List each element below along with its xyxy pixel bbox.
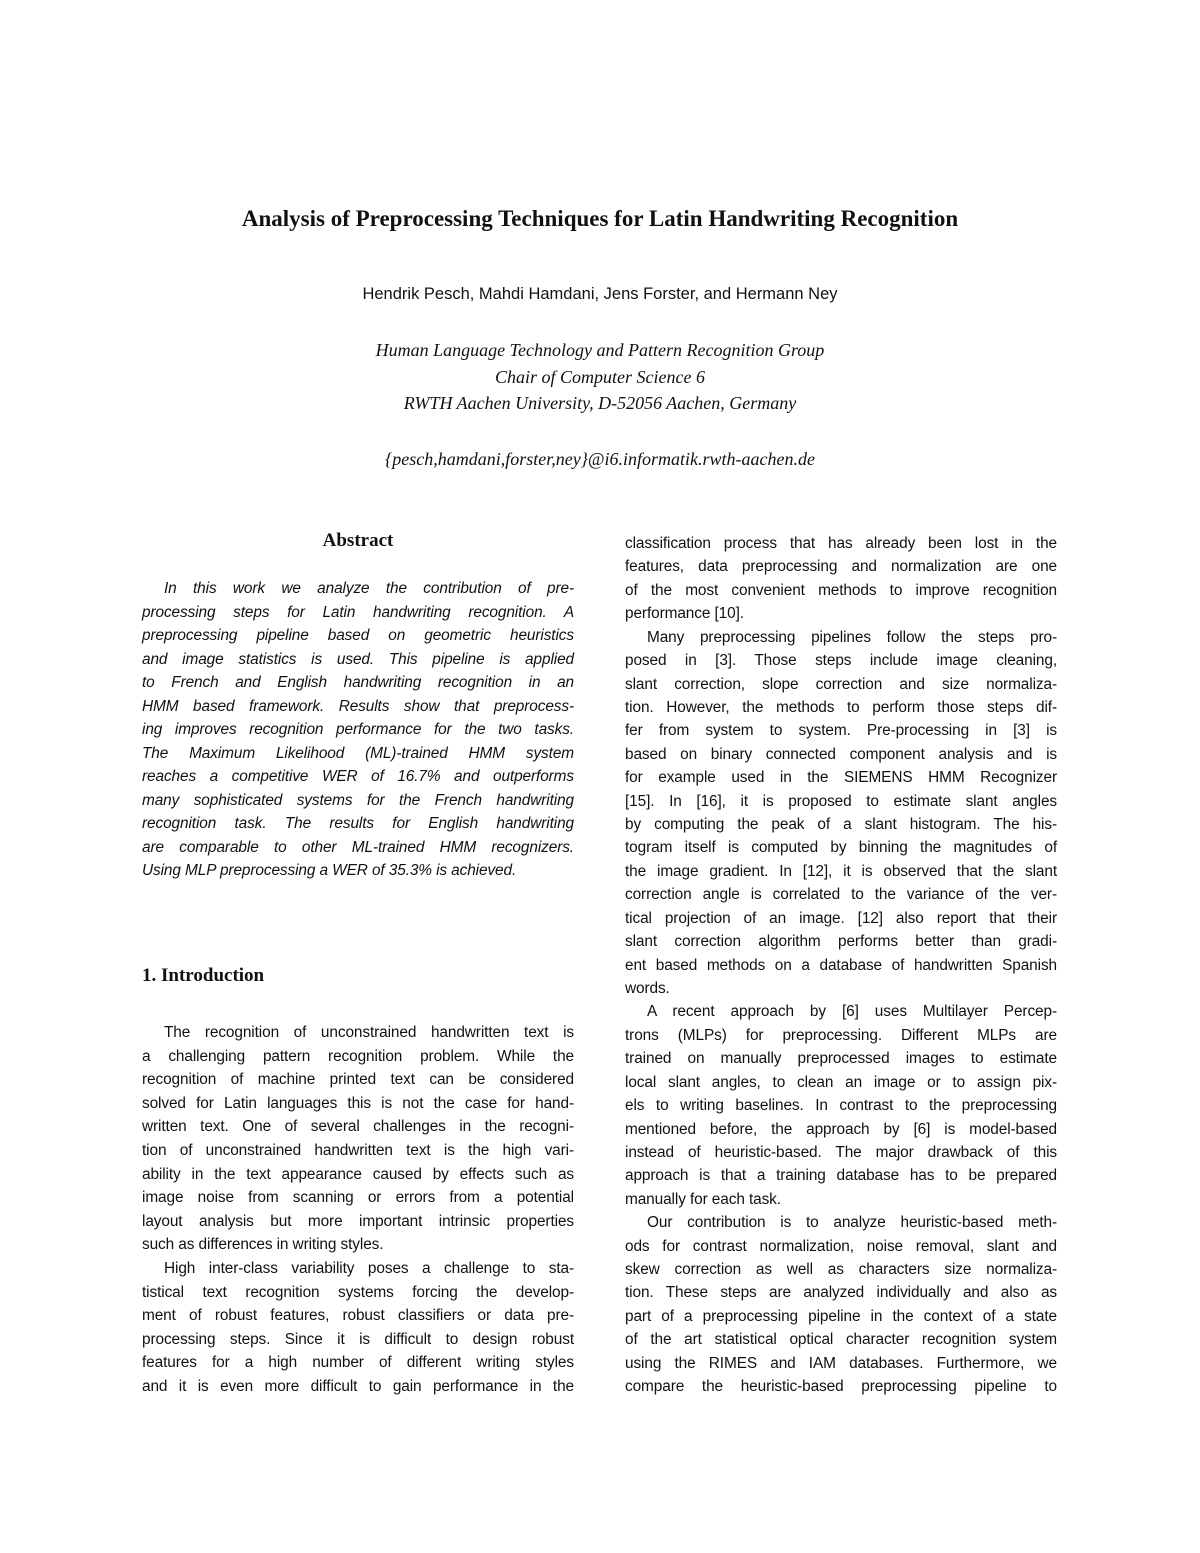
text-line: part of a preprocessing pipeline in the context of a state xyxy=(625,1307,1057,1325)
text-line: compare the heuristic-based preprocessing pipeline to xyxy=(625,1378,1057,1396)
author-list: Hendrik Pesch, Mahdi Hamdani, Jens Forster, and Hermann Ney xyxy=(362,285,838,303)
text-line: tion. However, the methods to perform those steps dif- xyxy=(625,698,1057,716)
author-emails: {pesch,hamdani,forster,ney}@i6.informatik.rwth-aachen.de xyxy=(385,449,815,469)
text-line: correction angle is correlated to the variance of the ver- xyxy=(625,886,1057,904)
text-line: many sophisticated systems for the French handwriting xyxy=(142,791,574,809)
text-line: local slant angles, to clean an image or to assign pix- xyxy=(625,1073,1057,1091)
text-line: High inter-class variability poses a challenge to sta- xyxy=(164,1260,574,1277)
text-line: The recognition of unconstrained handwritten text is xyxy=(164,1024,574,1041)
text-line: [15]. In [16], it is proposed to estimate slant angles xyxy=(625,792,1057,810)
text-line: recognition of machine printed text can be considered xyxy=(142,1071,574,1089)
abstract-heading: Abstract xyxy=(322,530,394,551)
text-line: els to writing baselines. In contrast to the preprocessing xyxy=(625,1097,1057,1115)
affiliation-chair: Chair of Computer Science 6 xyxy=(495,367,705,387)
text-line: togram itself is computed by binning the magnitudes of xyxy=(625,839,1057,857)
text-line: The Maximum Likelihood (ML)-trained HMM system xyxy=(142,744,574,762)
text-line: solved for Latin languages this is not the case for hand- xyxy=(142,1094,574,1112)
text-line: a challenging pattern recognition problem. While the xyxy=(142,1047,574,1065)
text-line: for example used in the SIEMENS HMM Recognizer xyxy=(625,769,1057,787)
text-line: HMM based framework. Results show that preprocess- xyxy=(142,697,574,715)
text-line: manually for each task. xyxy=(625,1190,781,1208)
text-line: ment of robust features, robust classifiers or data pre- xyxy=(142,1307,574,1325)
text-line: performance [10]. xyxy=(625,605,744,623)
text-line: tistical text recognition systems forcing the develop- xyxy=(142,1283,574,1301)
text-line: are comparable to other ML-trained HMM recognizers. xyxy=(142,838,574,856)
text-line: In this work we analyze the contribution of pre- xyxy=(164,580,574,597)
text-line: trons (MLPs) for preprocessing. Different MLPs are xyxy=(625,1026,1057,1044)
text-line: layout analysis but more important intrinsic properties xyxy=(142,1212,574,1230)
text-line: processing steps for Latin handwriting recognition. A xyxy=(142,603,574,621)
text-line: posed in [3]. Those steps include image cleaning, xyxy=(625,652,1057,670)
text-line: of the most convenient methods to improve recognition xyxy=(625,581,1057,599)
text-line: tion. These steps are analyzed individually and also as xyxy=(625,1284,1057,1302)
text-line: Our contribution is to analyze heuristic-based meth- xyxy=(647,1214,1057,1232)
text-line: Using MLP preprocessing a WER of 35.3% is achieved. xyxy=(142,862,517,879)
text-line: and image statistics is used. This pipeline is applied xyxy=(142,650,574,668)
text-line: the image gradient. In [12], it is observed that the slant xyxy=(625,862,1057,880)
text-line: ability in the text appearance caused by effects such as xyxy=(142,1165,574,1183)
text-line: Many preprocessing pipelines follow the steps pro- xyxy=(647,628,1057,646)
introduction-heading: 1. Introduction xyxy=(142,965,265,986)
text-line: processing steps. Since it is difficult to design robust xyxy=(142,1330,574,1348)
text-line: trained on manually preprocessed images to estimate xyxy=(625,1050,1057,1068)
text-line: written text. One of several challenges in the recogni- xyxy=(142,1118,574,1136)
text-line: fer from system to system. Pre-processing in [3] is xyxy=(625,722,1057,740)
text-line: slant correction, slope correction and size normaliza- xyxy=(625,675,1057,693)
paper-title: Analysis of Preprocessing Techniques for Latin Handwriting Recognition xyxy=(241,206,959,231)
text-line: using the RIMES and IAM databases. Furthermore, we xyxy=(625,1354,1057,1372)
text-line: image noise from scanning or errors from a potential xyxy=(142,1189,574,1207)
affiliation-group: Human Language Technology and Pattern Recognition Group xyxy=(375,340,825,360)
text-line: reaches a competitive WER of 16.7% and outperforms xyxy=(142,768,574,785)
text-line: instead of heuristic-based. The major drawback of this xyxy=(625,1143,1057,1161)
text-line: tion of unconstrained handwritten text is the high vari- xyxy=(142,1142,574,1159)
text-line: ing improves recognition performance for the two tasks. xyxy=(142,721,574,738)
affiliation-university: RWTH Aachen University, D-52056 Aachen, Germany xyxy=(403,393,797,413)
text-line: mentioned before, the approach by [6] is model-based xyxy=(625,1120,1057,1138)
text-line: of the art statistical optical character recognition system xyxy=(625,1331,1057,1349)
text-line: features, data preprocessing and normalization are one xyxy=(625,558,1057,576)
text-line: by computing the peak of a slant histogram. The his- xyxy=(625,816,1057,834)
text-line: ods for contrast normalization, noise removal, slant and xyxy=(625,1237,1057,1255)
text-line: recognition task. The results for English handwriting xyxy=(142,815,574,832)
text-line: classification process that has already been lost in the xyxy=(625,535,1057,552)
text-line: ent based methods on a database of handwritten Spanish xyxy=(625,956,1057,974)
text-line: A recent approach by [6] uses Multilayer Percep- xyxy=(647,1003,1057,1021)
text-line: words. xyxy=(625,979,670,997)
text-line: and it is even more difficult to gain performance in the xyxy=(142,1378,574,1395)
text-line: tical projection of an image. [12] also report that their xyxy=(625,909,1057,927)
text-line: preprocessing pipeline based on geometric heuristics xyxy=(142,627,574,644)
text-line: to French and English handwriting recognition in an xyxy=(142,674,574,691)
text-line: skew correction as well as characters size normaliza- xyxy=(625,1261,1057,1279)
text-line: approach is that a training database has to be prepared xyxy=(625,1167,1057,1185)
text-line: slant correction algorithm performs better than gradi- xyxy=(625,933,1057,951)
text-line: features for a high number of different writing styles xyxy=(142,1354,574,1372)
text-line: such as differences in writing styles. xyxy=(142,1236,384,1254)
text-line: based on binary connected component analysis and is xyxy=(625,745,1057,763)
